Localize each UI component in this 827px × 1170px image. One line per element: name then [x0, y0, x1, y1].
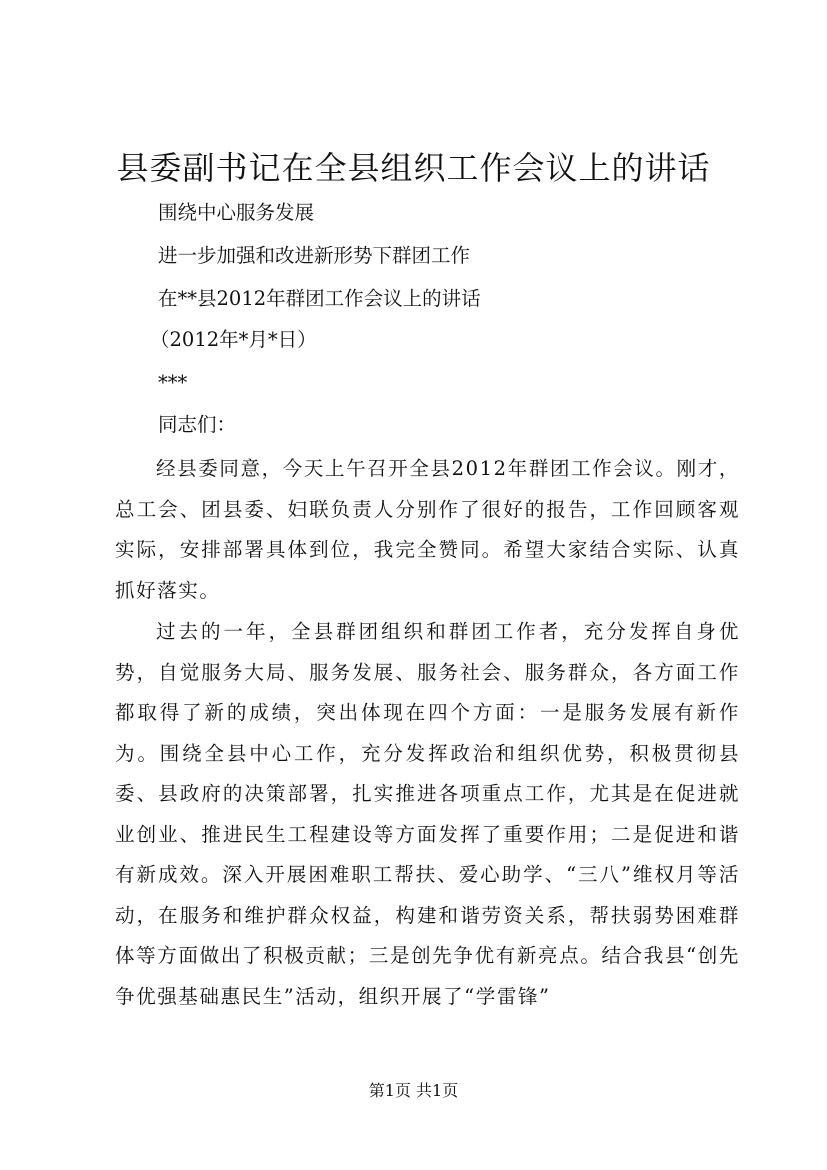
- paragraph-2: 过去的一年，全县群团组织和群团工作者，充分发挥自身优势，自觉服务大局、服务发展、服务社会、服务群众，各方面工作都取得了新的成绩，突出体现在四个方面：一是服务发展有新作为。围绕全县中心工作，充分发挥政治和组织优势，积极贯彻县委、县政府的决策部署，扎实推进各项重点工作，尤其是在促进就业创业、推进民生工程建设等方面发挥了重要作用；二是促进和谐有新成效。深入开展困难职工帮扶、爱心助学、“三八”维权月等活动，在服务和维护群众权益，构建和谐劳资关系，帮扶弱势困难群体等方面做出了积极贡献；三是创先争优有新亮点。结合我县“创先争优强基础惠民生”活动，组织开展了“学雷锋”: [115, 620, 740, 1008]
- salutation: 同志们：: [158, 413, 237, 436]
- document-title: 县委副书记在全县组织工作会议上的讲话: [116, 149, 711, 187]
- subtitle-line-3: 在**县2012年群团工作会议上的讲话: [158, 287, 481, 310]
- paragraph-1: 经县委同意，今天上午召开全县2012年群团工作会议。刚才，总工会、团县委、妇联负责人分别作了很好的报告，工作回顾客观实际，安排部署具体到位，我完全赞同。希望大家结合实际、认真抓好落实。: [115, 457, 740, 602]
- subtitle-line-1: 围绕中心服务发展: [158, 201, 315, 224]
- subtitle-line-2: 进一步加强和改进新形势下群团工作: [158, 244, 471, 267]
- page-footer: 第1页 共1页: [368, 1081, 459, 1100]
- date-line: （2012年*月*日）: [150, 328, 317, 351]
- author-line: ***: [158, 371, 188, 394]
